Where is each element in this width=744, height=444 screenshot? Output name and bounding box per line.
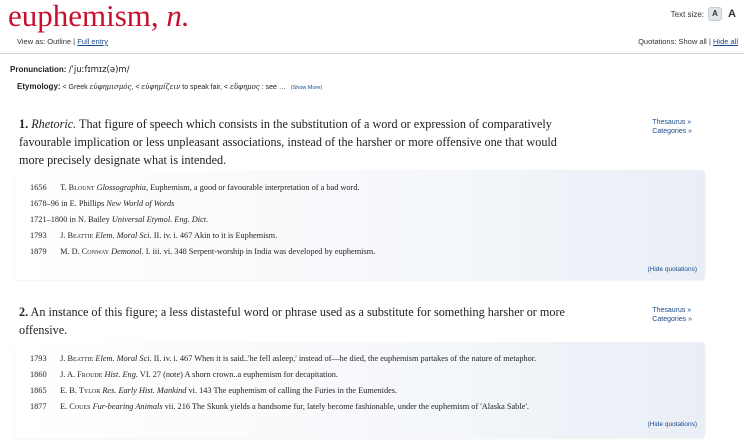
etymology-text: < Greek (62, 84, 90, 91)
sense-2-quotations-box (15, 342, 705, 438)
quotation (30, 370, 338, 379)
text-size-control (671, 7, 738, 21)
etymology-greek-word: εὐφημίζειν (141, 83, 181, 91)
quotation-author: J. A. Froude (60, 370, 103, 379)
etymology-text: : see … (259, 84, 286, 91)
hide-all-quotations-link[interactable]: Hide all (712, 37, 738, 46)
quotation-text: vii. 216 The Skunk yields a handsome fur, lately become fashionable, under the euphemism of 'Alaska Sable'. (162, 402, 529, 411)
quotation-author: J. Beattie (60, 354, 94, 363)
view-as-bar (17, 37, 108, 46)
quotation (30, 231, 277, 240)
quotation-source: Demonol. (111, 247, 144, 256)
quotation (30, 183, 360, 192)
sense-1-links (652, 118, 692, 136)
text-size-small-button[interactable]: A (708, 7, 722, 21)
quotation-author: T. Blount (60, 183, 95, 192)
sense-definition-text: That figure of speech which consists in the substitution of a word or expression of comparatively favourable implication or less unpleasant associations, instead of the harsher or more offensive one that would more precisely designate what is intended. (19, 117, 557, 167)
quotations-separator: | (706, 37, 713, 46)
quotation-author: E. Coues (60, 402, 91, 411)
pronunciation-label: Pronunciation: (10, 65, 67, 74)
quotation-year: 1877 (30, 402, 47, 411)
quotation-source: New World of Words (106, 199, 175, 208)
quotation-year: 1879 (30, 247, 47, 256)
quotation (30, 199, 174, 208)
quotation-author: J. Beattie (60, 231, 94, 240)
quotation-source: Glossographia, (96, 183, 149, 192)
quotation-author: M. D. Conway (60, 247, 110, 256)
sense-definition-text: An instance of this figure; a less distasteful word or phrase used as a substitute for something harsher or more offensive. (19, 305, 565, 337)
headword-text: euphemism, (8, 0, 159, 33)
sense-label: Rhetoric. (31, 117, 77, 131)
quotation-text: I. iii. vi. 348 Serpent-worship in India was developed by euphemism. (143, 247, 376, 256)
thesaurus-link[interactable]: Thesaurus » (652, 119, 692, 126)
quotation-text: Euphemism, a good or favourable interpretation of a bad word. (148, 183, 360, 192)
etymology (17, 82, 322, 91)
quotation-source: Hist. Eng. (104, 370, 138, 379)
quotation-text: II. iv. i. 467 Akin to it is Euphemism. (151, 231, 278, 240)
header-divider (0, 53, 744, 54)
pronunciation (10, 65, 130, 75)
quotation (30, 402, 529, 411)
quotation (30, 215, 208, 224)
quotation-year: 1721–1800 (30, 215, 68, 224)
etymology-greek-word: εὐφημισμός (89, 83, 132, 91)
sense-2-links (652, 306, 692, 324)
full-entry-link[interactable]: Full entry (77, 37, 109, 46)
hide-quotations-link[interactable]: (Hide quotations) (647, 421, 697, 428)
quotation-source: Fur-bearing Animals (92, 402, 163, 411)
sense-1-definition (19, 115, 579, 169)
quotation-source: Res. Early Hist. Mankind (102, 386, 187, 395)
quotation-year: 1793 (30, 354, 47, 363)
quotation (30, 386, 397, 395)
quotation (30, 247, 375, 256)
quotation-source: Elem. Moral Sci. (95, 354, 152, 363)
text-size-large-button[interactable]: A (728, 8, 736, 20)
sense-1-quotations-box (15, 170, 705, 280)
part-of-speech: n. (166, 0, 190, 33)
categories-link[interactable]: Categories » (652, 128, 692, 135)
quotation-year: 1860 (30, 370, 47, 379)
quotation-author: in E. Phillips (61, 199, 105, 208)
hide-quotations-link[interactable]: (Hide quotations) (647, 266, 697, 273)
etymology-greek-word: εὔφημος (229, 83, 260, 91)
quotation-text: vi. 143 The euphemism of calling the Furies in the Eumenides. (186, 386, 398, 395)
sense-number: 1. (19, 117, 29, 131)
quotation-author: E. B. Tylor (60, 386, 101, 395)
quotation-year: 1865 (30, 386, 47, 395)
quotation-source: Elem. Moral Sci. (95, 231, 152, 240)
text-size-label: Text size: (670, 9, 704, 19)
quotations-toggle (638, 37, 738, 46)
quotation-source: Universal Etymol. Eng. Dict. (111, 215, 209, 224)
categories-link[interactable]: Categories » (652, 316, 692, 323)
quotation-text: II. iv. i. 467 When it is said..'he fell asleep,' instead of—he died, the euphemism partakes of the nature of metaphor. (151, 354, 537, 363)
quotation-text: VI. 27 (note) A shorn crown..a euphemism for decapitation. (137, 370, 338, 379)
view-as-outline-label: View as: Outline (17, 37, 72, 46)
sense-number: 2. (19, 305, 29, 319)
quotation-author: in N. Bailey (69, 215, 110, 224)
headword (8, 0, 190, 32)
quotation-year: 1678–96 (30, 199, 60, 208)
quotation-year: 1793 (30, 231, 47, 240)
thesaurus-link[interactable]: Thesaurus » (652, 307, 692, 314)
show-all-quotations-link[interactable]: Quotations: Show all (638, 37, 707, 46)
quotation-year: 1656 (30, 183, 47, 192)
show-more-link[interactable]: (Show More) (290, 85, 323, 91)
etymology-text: to speak fair, < (180, 84, 230, 91)
pronunciation-ipa: /ˈjuːfɪmɪz(ə)m/ (68, 65, 130, 75)
etymology-label: Etymology: (17, 82, 61, 91)
sense-2-definition (19, 303, 579, 339)
view-as-separator: | (71, 37, 78, 46)
quotation (30, 354, 536, 363)
etymology-text: , < (131, 84, 142, 91)
